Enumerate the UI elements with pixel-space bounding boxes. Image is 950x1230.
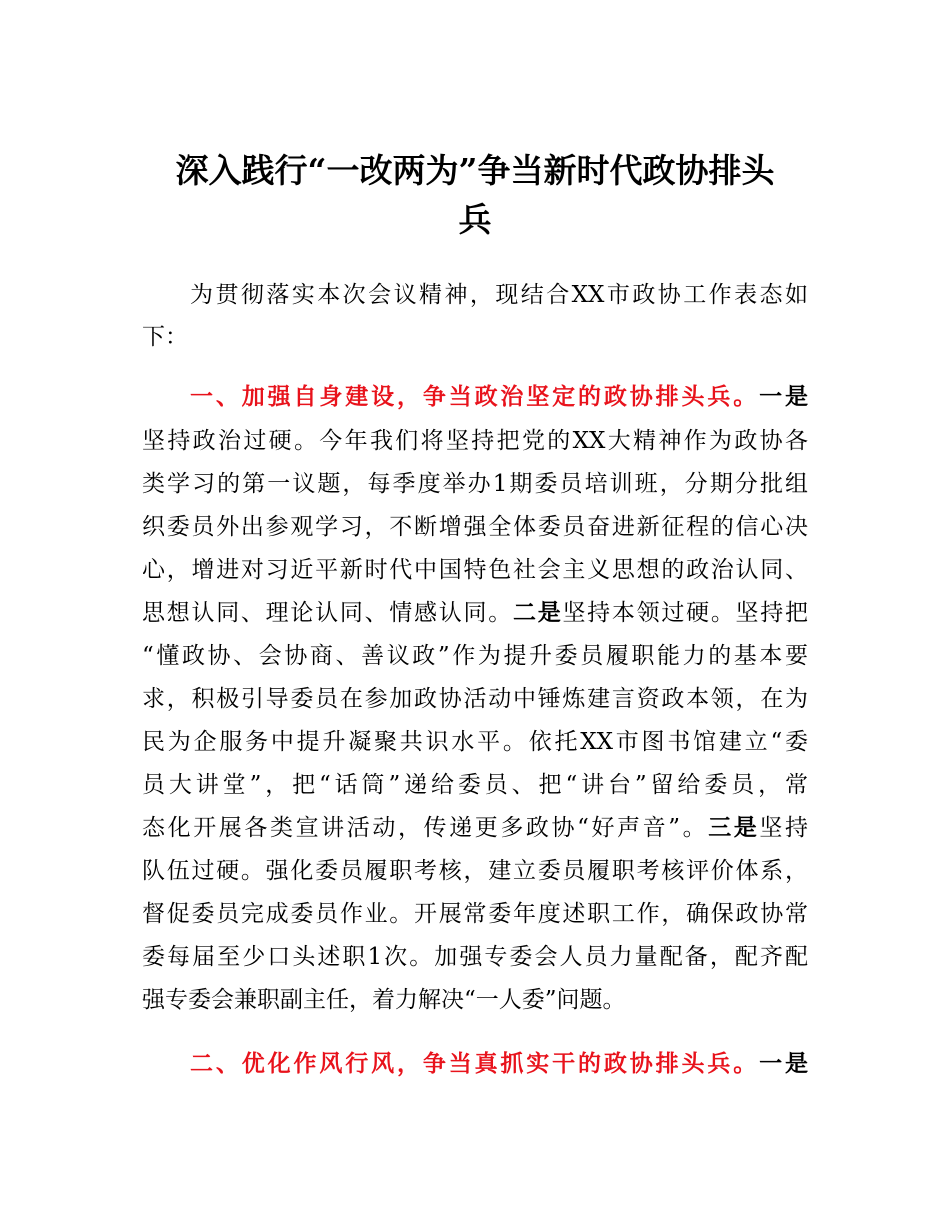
section1-line-7: “懂政协、会协商、善议政”作为提升委员履职能力的基本要 bbox=[142, 643, 808, 669]
intro-line-1: 为贯彻落实本次会议精神，现结合XX市政协工作表态如 bbox=[190, 282, 808, 308]
section1-line-13: 督促委员完成委员作业。开展常委年度述职工作，确保政协常 bbox=[142, 901, 808, 927]
section2-heading-line bbox=[190, 1043, 808, 1085]
section2-point1-marker: 一是 bbox=[759, 1050, 809, 1077]
section1-line-14: 委每届至少口头述职1次。加强专委会人员力量配备，配齐配 bbox=[142, 944, 808, 970]
section1-line-6 bbox=[142, 592, 808, 634]
section1-line-6-text: 思想认同、理论认同、情感认同。 bbox=[142, 600, 513, 626]
section1-line-11-text: 态化开展各类宣讲活动，传递更多政协“好声音”。 bbox=[142, 815, 709, 841]
section1-line-12: 队伍过硬。强化委员履职考核，建立委员履职考核评价体系， bbox=[142, 858, 808, 884]
section1-line-6-text-end: 坚持本领过硬。坚持把 bbox=[562, 600, 809, 626]
section1-line-10: 员大讲堂”，把“话筒”递给委员、把“讲台”留给委员，常 bbox=[142, 772, 808, 798]
section1-line-3: 类学习的第一议题，每季度举办1期委员培训班，分期分批组 bbox=[142, 471, 808, 497]
section1-line-4: 织委员外出参观学习，不断增强全体委员奋进新征程的信心决 bbox=[142, 514, 808, 540]
section1-heading-line bbox=[190, 376, 808, 418]
section1-line-15: 强专委会兼职副主任，着力解决“一人委”问题。 bbox=[142, 987, 626, 1013]
intro-line-2: 下： bbox=[142, 324, 188, 350]
section1-line-11 bbox=[142, 807, 808, 849]
document-title-line-1: 深入践行“一改两为”争当新时代政协排头 bbox=[175, 151, 775, 190]
section1-line-2: 坚持政治过硬。今年我们将坚持把党的XX大精神作为政协各 bbox=[142, 428, 808, 454]
section1-line-5: 心，增进对习近平新时代中国特色社会主义思想的政治认同、 bbox=[142, 557, 808, 583]
section1-point2-marker: 二是 bbox=[512, 599, 563, 626]
document-title-line-2: 兵 bbox=[458, 200, 492, 239]
section1-line-8: 求，积极引导委员在参加政协活动中锤炼建言资政本领，在为 bbox=[142, 686, 808, 712]
section1-line-11-text-end: 坚持 bbox=[759, 815, 809, 841]
section1-heading: 一、加强自身建设，争当政治坚定的政协排头兵。 bbox=[190, 383, 760, 410]
section1-point3-marker: 三是 bbox=[708, 814, 760, 841]
section1-line-9: 民为企服务中提升凝聚共识水平。依托XX市图书馆建立“委 bbox=[142, 729, 808, 755]
section1-point1-marker: 一是 bbox=[759, 383, 809, 410]
section2-heading: 二、优化作风行风，争当真抓实干的政协排头兵。 bbox=[190, 1050, 760, 1077]
